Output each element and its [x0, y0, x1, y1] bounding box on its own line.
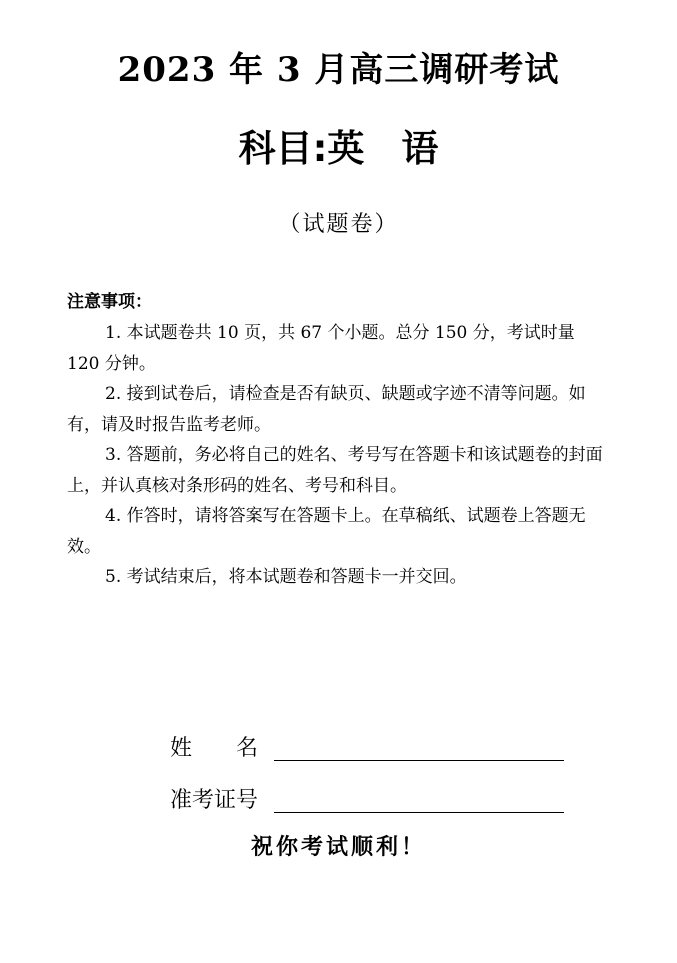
note-item-5: 5. 考试结束后，将本试题卷和答题卡一并交回。 [105, 567, 467, 587]
notes-heading: 注意事项： [67, 292, 152, 312]
subject-line: 科目:英 语 [238, 127, 439, 170]
exam-id-field [142, 758, 564, 839]
note-item-2: 2. 接到试卷后，请检查是否有缺页、缺题或字迹不清等问题。如有，请及时报告监考老师。 [67, 384, 586, 435]
note-item-3: 3. 答题前，务必将自己的姓名、考号写在答题卡和该试题卷的封面上，并认真核对条形码的姓名、考号和科目。 [67, 445, 603, 496]
name-field-label: 姓 名 [169, 736, 258, 761]
note-item-1: 1. 本试题卷共 10 页，共 67 个小题。总分 150 分，考试时量 120 分钟。 [67, 323, 575, 374]
exam-id-blank-line [274, 811, 564, 813]
paper-type-label: （试题卷） [278, 212, 399, 237]
notes-list [67, 318, 612, 593]
exam-id-field-label: 准考证号 [169, 788, 258, 813]
note-item-4: 4. 作答时，请将答案写在答题卡上。在草稿纸、试题卷上答题无效。 [67, 506, 586, 557]
good-luck-message: 祝你考试顺利！ [250, 835, 426, 860]
exam-title: 2023 年 3 月高三调研考试 [117, 50, 560, 90]
